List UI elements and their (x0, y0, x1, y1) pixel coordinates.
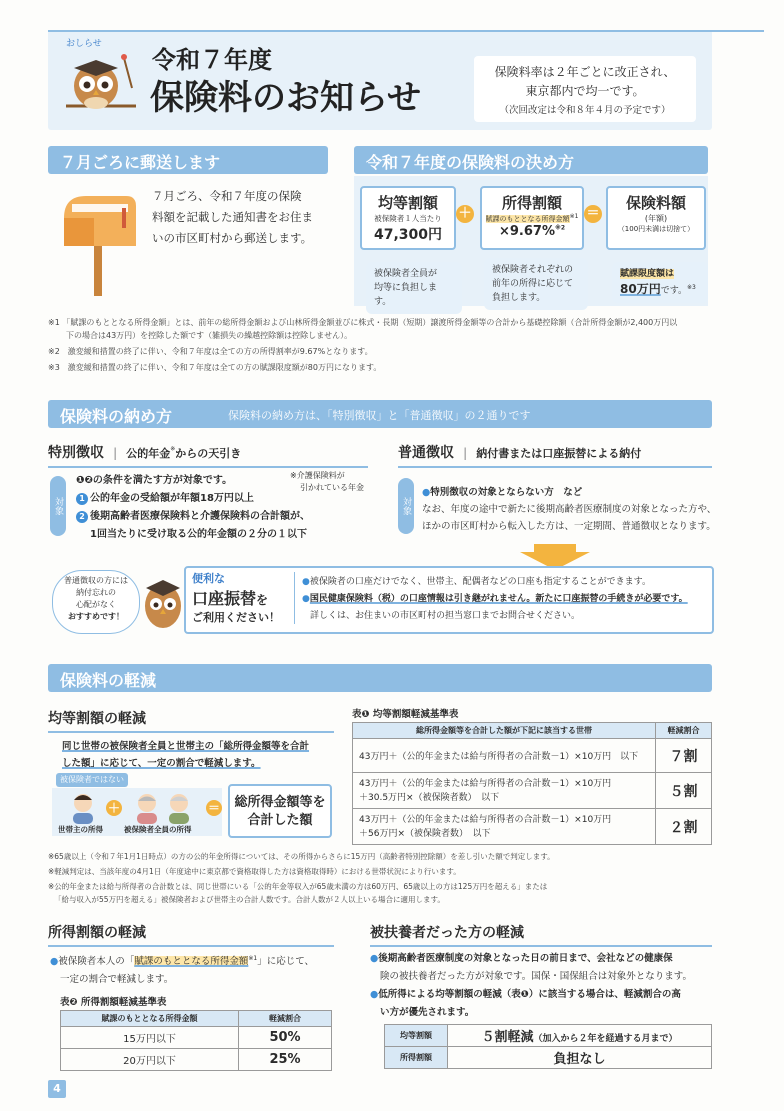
table2-title: 表❷ 所得割額軽減基準表 (60, 997, 167, 1008)
header-top-rule (48, 30, 764, 32)
income-reduction-heading: 所得割額の軽減 (48, 922, 334, 947)
table-row: 負担なし (448, 1047, 712, 1069)
equals-icon: ＝ (584, 205, 602, 223)
table-row: 43万円＋（公的年金または給与所得者の合計数－1）×10万円 ＋30.5万円×（被保険者数） 以下 (353, 773, 656, 809)
footnotes: ※1 「賦課のもととなる所得金額」とは、前年の総所得金額および山林所得金額並びに株式・長期（短期）譲渡所得金額等の合計から基礎控除額（合計所得金額が2,400万円以 下の場合は43万円）を控除した額です（雑損失の繰越控除額は控除しません）。 ※2 激変緩和措置の終了に伴い、令和７年度は全ての方の所得割率が9.67%となります。 ※3 激変緩和措置の終了に伴い、令和７年度は全ての方の賦課限度額が80万円になります。 (48, 318, 678, 372)
head-income-label: 世帯主の所得 (58, 825, 103, 834)
owl-mascot-icon (58, 48, 138, 118)
table-cell-rate: 25% (239, 1049, 332, 1071)
not-insured-tag: 被保険者ではない (56, 773, 128, 787)
table-cell-rate: 50% (239, 1027, 332, 1049)
mailing-heading: ７月ごろに郵送します (48, 146, 328, 174)
account-transfer-text: ●被保険者の口座だけでなく、世帯主、配偶者などの口座も指定することができます。 ●国民健康保険料（税）の口座情報は引き継がれません。新たに口座振替の手続きが必要です。 詳しくは、お住まいの市区町村の担当窓口までお問合せください。 (302, 577, 688, 621)
mailbox-icon (60, 188, 140, 298)
income-reduction-table (60, 1010, 332, 1071)
table-cell-rate: ２割 (656, 809, 712, 845)
table-cell-rate: ７割 (656, 739, 712, 773)
table-row: 15万円以下 (61, 1027, 239, 1049)
special-conditions: ❶❷の条件を満たす方が対象です。 1 公的年金の受給額が年額18万円以上 2 後期高齢者医療保険料と介護保険料の合計額が、 1回当たりに受け取る公的年金額の２分の１以下 (76, 475, 310, 540)
page-title-line2: 保険料のお知らせ (150, 78, 421, 118)
reduction-heading: 保険料の軽減 (48, 664, 712, 692)
equal-share-box: 均等割額 被保険者１人当たり 47,300円 (360, 186, 456, 250)
equals-sign-icon: ＝ (207, 801, 220, 815)
dependent-reduction-text: ●後期高齢者医療制度の対象となった日の前日まで、会社などの健康保 険の被扶養者だった方が対象です。国保・国保組合は対象外となります。 ●低所得による均等割額の軽減（表❶）に該当する場合は、軽減割合の高 い方が優先されます。 (370, 953, 692, 1018)
table1-title: 表❶ 均等割額軽減基準表 (352, 709, 459, 720)
mailing-text: ７月ごろ、令和７年度の保険 料額を記載した通知書をお住ま いの市区町村から郵送します。 (152, 189, 313, 245)
dep-row1-label: 均等割額 (385, 1025, 448, 1047)
normal-conditions: ●特別徴収の対象とならない方 など なお、年度の途中で新たに後期高齢者医療制度の対象となった方や、 ほかの市区町村から転入した方は、一定期間、普通徴収となります。 (422, 487, 717, 532)
normal-collection-title: 普通徴収 | 納付書または口座振替による納付 (398, 442, 712, 468)
table-row: 43万円＋（公的年金または給与所得者の合計数－1）×10万円 ＋56万円×（被保険者数） 以下 (353, 809, 656, 845)
recommend-bubble: 普通徴収の方には 納付忘れの 心配がなく おすすめです！ (52, 570, 140, 634)
equal-reduction-heading: 均等割額の軽減 (48, 708, 334, 733)
plus-sign-icon: ＋ (107, 801, 120, 815)
sum-label-box: 総所得金額等を 合計した額 (228, 784, 332, 838)
table1-header-rate: 軽減割合 (656, 723, 712, 739)
special-collection-title: 特別徴収 | 公的年金※からの天引き (48, 442, 368, 468)
formula-heading: 令和７年度の保険料の決め方 (354, 146, 708, 174)
insured-members-icon (130, 790, 196, 824)
notice-badge: おしらせ (66, 39, 102, 49)
table2-header-income: 賦課のもととなる所得金額 (61, 1011, 239, 1027)
equal-reduction-text: 同じ世帯の被保険者全員と世帯主の「総所得金額等を合計 した額」に応じて、一定の割合で軽減します。 (62, 741, 310, 769)
income-share-caption: 被保険者それぞれの 前年の所得に応じて 負担します。 (484, 258, 588, 310)
owl-small-icon (142, 574, 184, 632)
dep-row2-label: 所得割額 (385, 1047, 448, 1069)
special-target-tag: 対象 (50, 476, 66, 536)
equal-reduction-table (352, 722, 712, 845)
pension-side-note: ※介護保険料が 引かれている年金 (290, 471, 364, 492)
rate-note-line2: 東京都内で均一です。 (525, 84, 645, 98)
rate-note-box (474, 56, 696, 122)
head-of-household-icon (66, 790, 100, 824)
plus-icon: ＋ (456, 205, 474, 223)
transfer-divider (294, 572, 295, 624)
income-reduction-text: ●被保険者本人の「賦課のもととなる所得金額$^{※1}$」に応じて、 一定の割合で軽減します。 (50, 955, 314, 986)
page-number: 4 (48, 1080, 66, 1098)
reduction-notes: ※65歳以上（令和７年1月1日時点）の方の公的年金所得については、その所得からさらに15万円（高齢者特別控除額）を差し引いた額で判定します。 ※軽減判定は、当該年度の4月1日（年度途中に東京都で資格取得した方は資格取得時）における世帯状況により行います。 ※公的年金または給与所得者の合計数とは、同じ世帯にいる「公的年金等収入が65歳未満の方は60万円、65歳以上の方は125万円を超える」または 「給与収入が55万円を超える」被保険者および世帯主の合計人数です。合計人数が２人以上いる場合に適用します。 (48, 852, 555, 904)
rate-note-line1: 保険料率は２年ごとに改正され、 (494, 65, 676, 79)
page-title-line1: 令和７年度 (152, 46, 272, 74)
members-income-label: 被保険者全員の所得 (124, 825, 192, 834)
table-row: 20万円以下 (61, 1049, 239, 1071)
income-share-box: 所得割額 賦課のもととなる所得金額$^{※1}$ ×9.67%$^{※2}$ (480, 186, 584, 250)
table2-header-rate: 軽減割合 (239, 1011, 332, 1027)
dependent-reduction-heading: 被扶養者だった方の軽減 (370, 922, 712, 947)
premium-box: 保険料額 (年額) （100円未満は切捨て） (606, 186, 706, 250)
payment-heading: 保険料の納め方 保険料の納め方は、「特別徴収」と「普通徴収」の２通りです (48, 400, 712, 428)
limit-caption: 賦課限度額は 80万円です。$^{※3}$ (612, 262, 708, 303)
table-row: ５割軽減（加入から２年を経過する月まで） (448, 1025, 712, 1047)
dependent-reduction-table (384, 1024, 712, 1069)
rate-note-line3: （次回改定は令和８年４月の予定です） (499, 105, 671, 116)
table1-header-criteria: 総所得金額等を合計した額が下記に該当する世帯 (353, 723, 656, 739)
table-cell-rate: ５割 (656, 773, 712, 809)
table-row: 43万円＋（公的年金または給与所得者の合計数－1）×10万円 以下 (353, 739, 656, 773)
account-transfer-title: 便利な 口座振替を ご利用ください！ (192, 572, 280, 624)
equal-share-caption: 被保険者全員が 均等に負担します。 (366, 262, 462, 314)
normal-target-tag: 対象 (398, 478, 414, 534)
